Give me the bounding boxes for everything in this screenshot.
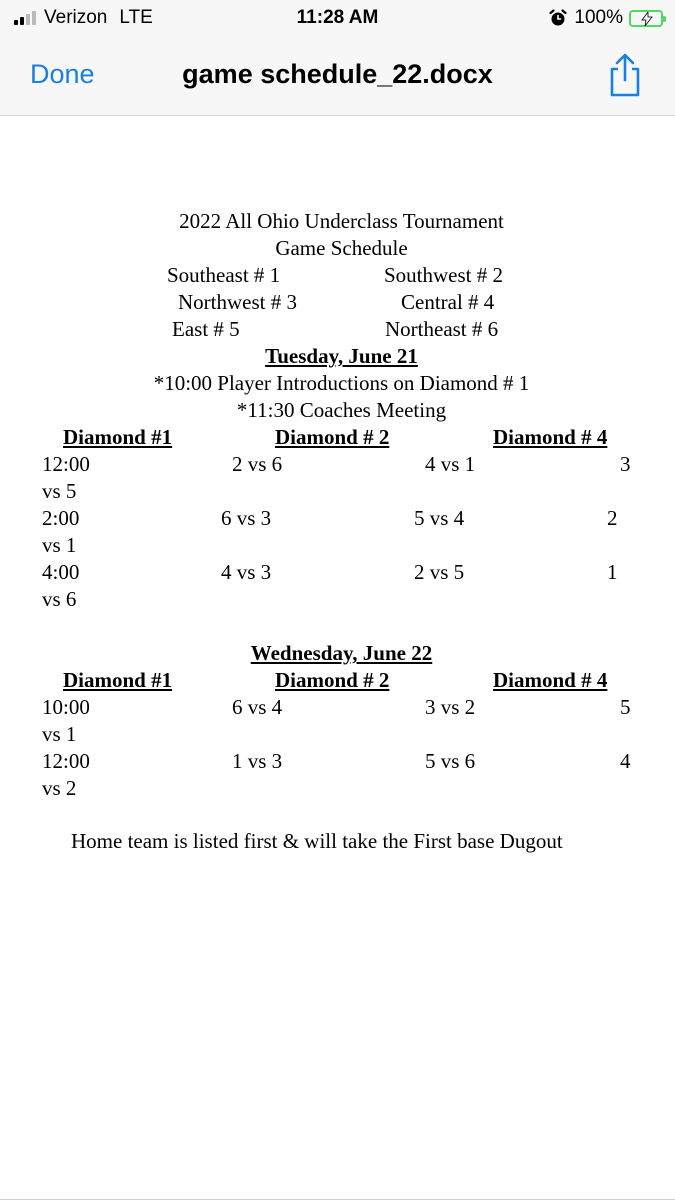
charging-bolt-icon: [640, 12, 654, 26]
column-header-diamond-2: Diamond # 2: [275, 425, 390, 449]
column-header-diamond-2: Diamond # 2: [275, 668, 390, 692]
game-diamond-1: 6 vs 3: [221, 506, 272, 530]
game-diamond-2: 5 vs 6: [425, 749, 476, 773]
done-button[interactable]: Done: [30, 59, 95, 89]
doc-title: 2022 All Ohio Underclass Tournament: [179, 209, 504, 233]
team-southwest: Southwest # 2: [384, 263, 504, 287]
status-bar-right: [548, 7, 663, 29]
clock: 11:28 AM: [296, 7, 379, 28]
game-time: 12:00: [42, 749, 90, 773]
game-diamond-4: 1: [607, 560, 618, 584]
game-time: 12:00: [42, 452, 90, 476]
game-diamond-4: 3: [620, 452, 631, 476]
doc-subtitle: Game Schedule: [275, 236, 408, 260]
column-header-diamond-4: Diamond # 4: [493, 668, 608, 692]
note-coaches-meeting: *11:30 Coaches Meeting: [236, 398, 447, 422]
game-diamond-2: 5 vs 4: [414, 506, 465, 530]
day-heading-wednesday: Wednesday, June 22: [250, 641, 433, 665]
game-diamond-4-wrap: vs 2: [42, 776, 77, 800]
game-diamond-4: 5: [620, 695, 631, 719]
navigation-bar: [0, 38, 675, 116]
carrier-name: Verizon: [44, 7, 108, 28]
battery-percent: 100%: [574, 7, 623, 28]
game-time: 4:00: [42, 560, 80, 584]
footer-note: Home team is listed first & will take the First base Dugout: [71, 829, 563, 853]
alarm-clock-icon: [548, 8, 568, 28]
game-diamond-4-wrap: vs 6: [42, 587, 77, 611]
game-diamond-4-wrap: vs 1: [42, 722, 77, 746]
document-body: [0, 117, 675, 1200]
team-northeast: Northeast # 6: [385, 317, 499, 341]
team-northwest: Northwest # 3: [178, 290, 297, 314]
game-diamond-2: 2 vs 5: [414, 560, 465, 584]
note-player-introductions: *10:00 Player Introductions on Diamond # 1: [153, 371, 530, 395]
status-bar: [0, 0, 675, 38]
game-diamond-4: 4: [620, 749, 631, 773]
battery-charging-icon: [629, 10, 663, 27]
share-icon: [605, 52, 645, 98]
team-east: East # 5: [172, 317, 240, 341]
game-diamond-4-wrap: vs 1: [42, 533, 77, 557]
game-time: 10:00: [42, 695, 90, 719]
network-type: LTE: [119, 7, 153, 28]
game-diamond-1: 4 vs 3: [221, 560, 272, 584]
document-title: game schedule_22.docx: [182, 59, 493, 89]
day-heading-tuesday: Tuesday, June 21: [265, 344, 418, 368]
share-button[interactable]: [605, 52, 645, 98]
game-diamond-2: 3 vs 2: [425, 695, 476, 719]
game-diamond-4-wrap: vs 5: [42, 479, 77, 503]
column-header-diamond-1: Diamond #1: [63, 668, 173, 692]
team-southeast: Southeast # 1: [167, 263, 281, 287]
game-time: 2:00: [42, 506, 80, 530]
column-header-diamond-1: Diamond #1: [63, 425, 173, 449]
column-header-diamond-4: Diamond # 4: [493, 425, 608, 449]
game-diamond-1: 6 vs 4: [232, 695, 283, 719]
game-diamond-1: 1 vs 3: [232, 749, 283, 773]
game-diamond-4: 2: [607, 506, 618, 530]
game-diamond-1: 2 vs 6: [232, 452, 283, 476]
team-central: Central # 4: [401, 290, 495, 314]
battery-fill: [632, 13, 660, 24]
game-diamond-2: 4 vs 1: [425, 452, 476, 476]
